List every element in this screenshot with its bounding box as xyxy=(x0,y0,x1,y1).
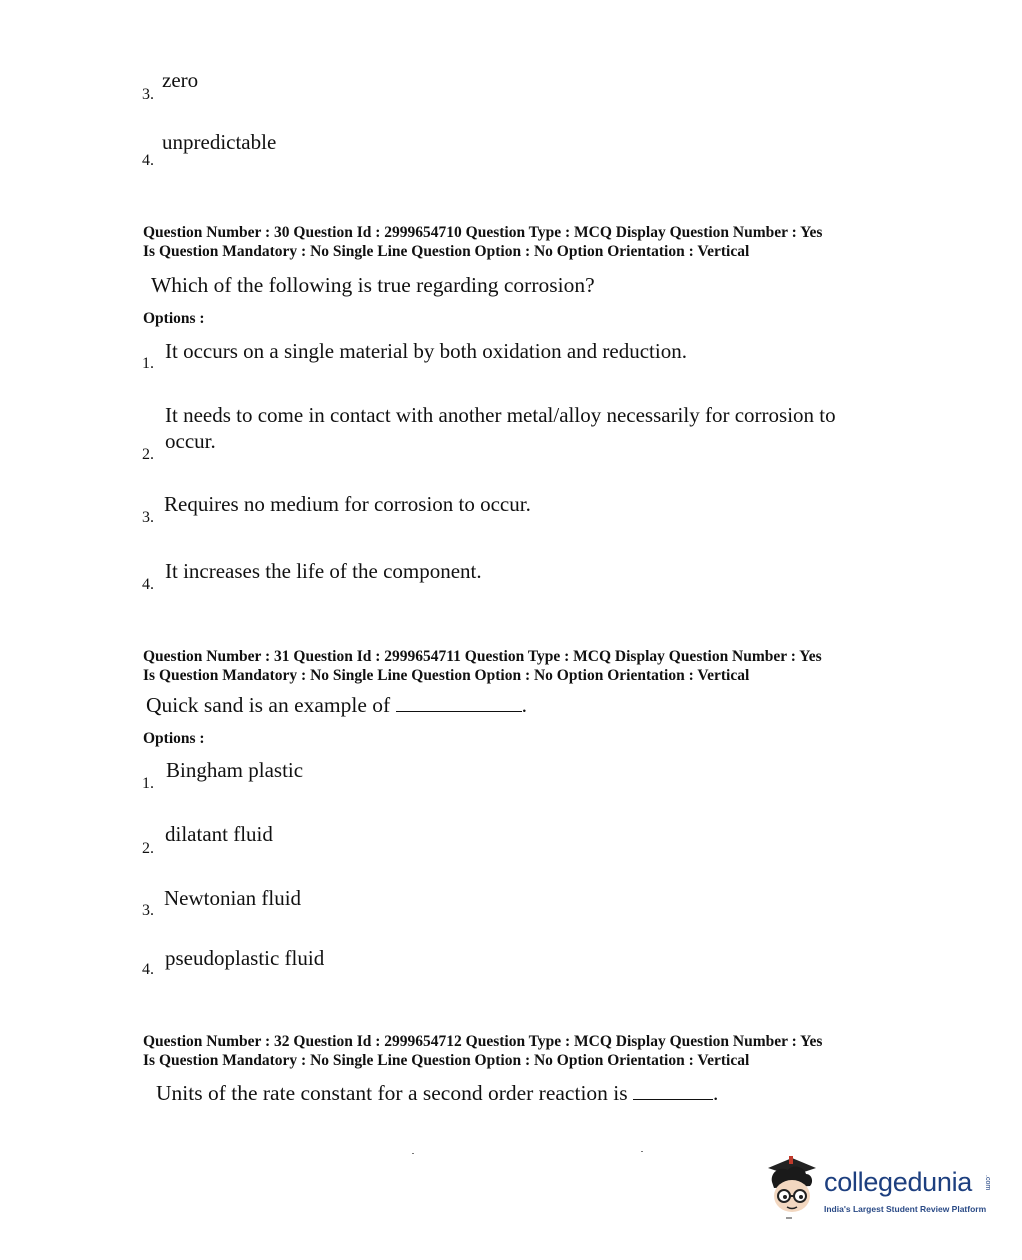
question-text-end: . xyxy=(521,693,527,717)
question-text xyxy=(156,1081,718,1106)
option-number: 3. xyxy=(142,902,154,919)
option-text-line1: It needs to come in contact with another metal/alloy necessarily for corrosion to xyxy=(165,403,836,427)
option-text: Newtonian fluid xyxy=(164,886,302,910)
scan-speck xyxy=(641,1151,643,1152)
answer-blank xyxy=(396,693,522,712)
answer-blank xyxy=(633,1081,713,1100)
question-meta-line2: Is Question Mandatory : No Single Line Question Option : No Option Orientation : Vertical xyxy=(143,1052,750,1069)
question-meta-line2: Is Question Mandatory : No Single Line Question Option : No Option Orientation : Vertical xyxy=(143,243,750,260)
option-text: dilatant fluid xyxy=(165,822,273,846)
option-text-line2: occur. xyxy=(165,429,216,453)
option-text: Bingham plastic xyxy=(166,758,304,782)
option-number: 4. xyxy=(142,961,154,978)
question-meta-line1: Question Number : 32 Question Id : 2999654712 Question Type : MCQ Display Question Number : Yes xyxy=(143,1033,823,1050)
option-text: pseudoplastic fluid xyxy=(165,946,325,970)
option-text: Requires no medium for corrosion to occur. xyxy=(164,492,531,516)
option-text: It occurs on a single material by both oxidation and reduction. xyxy=(165,339,687,363)
question-meta-line1: Question Number : 30 Question Id : 2999654710 Question Type : MCQ Display Question Number : Yes xyxy=(143,224,823,241)
question-text-main: Units of the rate constant for a second order reaction is xyxy=(156,1081,628,1105)
question-text-end: . xyxy=(713,1081,719,1105)
option-text: unpredictable xyxy=(162,130,277,154)
option-number: 4. xyxy=(142,576,154,593)
options-label: Options : xyxy=(143,310,205,327)
option-number: 4. xyxy=(142,152,154,169)
scan-speck xyxy=(412,1153,414,1154)
logo-domain-suffix: .com xyxy=(984,1175,991,1191)
option-text: It increases the life of the component. xyxy=(165,559,482,583)
question-meta-line2: Is Question Mandatory : No Single Line Question Option : No Option Orientation : Vertical xyxy=(143,667,750,684)
mascot-icon xyxy=(762,1152,822,1224)
question-text-main: Quick sand is an example of xyxy=(146,693,391,717)
option-number: 3. xyxy=(142,86,154,103)
question-text xyxy=(146,693,527,718)
options-label: Options : xyxy=(143,730,205,747)
question-meta-line1: Question Number : 31 Question Id : 2999654711 Question Type : MCQ Display Question Number : Yes xyxy=(143,648,822,665)
option-number: 2. xyxy=(142,840,154,857)
logo-tagline: India's Largest Student Review Platform xyxy=(824,1204,987,1214)
option-number: 2. xyxy=(142,446,154,463)
option-number: 1. xyxy=(142,355,154,372)
question-text: Which of the following is true regarding corrosion? xyxy=(151,273,595,297)
option-number: 3. xyxy=(142,509,154,526)
option-text: zero xyxy=(162,68,199,92)
option-number: 1. xyxy=(142,775,154,792)
collegedunia-logo xyxy=(762,1152,992,1224)
logo-wordmark: collegedunia xyxy=(824,1167,973,1197)
